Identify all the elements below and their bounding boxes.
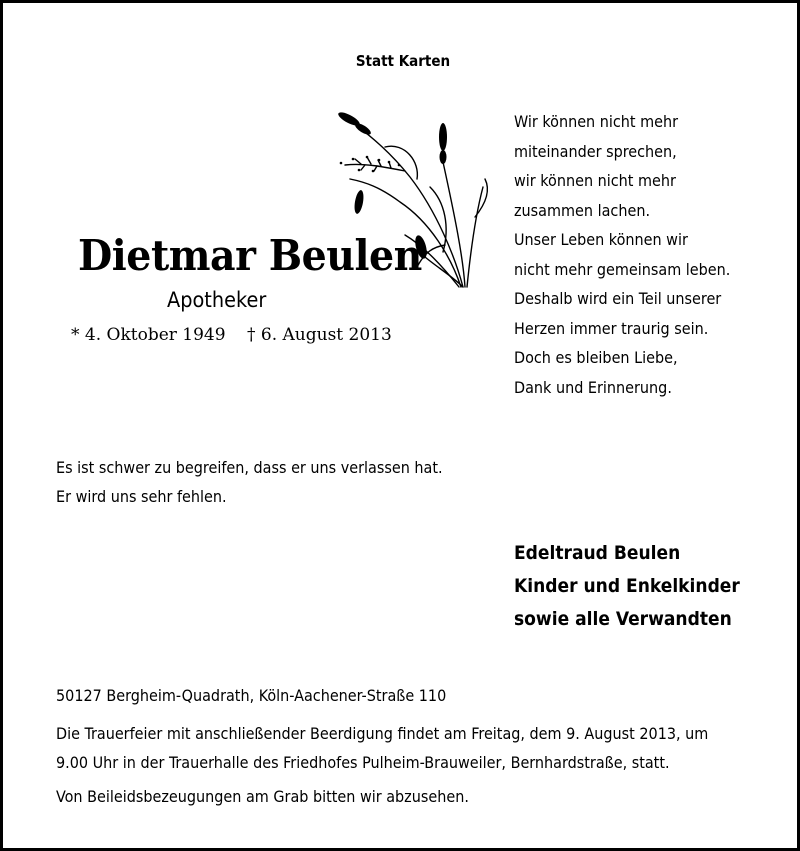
poem-line: wir können nicht mehr	[514, 171, 676, 190]
poem-line: Herzen immer traurig sein.	[514, 318, 709, 338]
deceased-name: Dietmar Beulen	[78, 231, 422, 280]
header-statt-karten: Statt Karten	[355, 52, 451, 70]
family-line: Edeltraud Beulen	[514, 542, 681, 564]
poem-line: Deshalb wird ein Teil unserer	[514, 289, 722, 308]
sentiment-line: Er wird uns sehr fehlen.	[56, 487, 227, 506]
poem-line: nicht mehr gemeinsam leben.	[514, 259, 731, 279]
family-line: Kinder und Enkelkinder	[514, 575, 740, 597]
deceased-profession: Apotheker	[167, 288, 267, 312]
ceremony-line: 9.00 Uhr in der Trauerhalle des Friedhofes Pulheim-Brauweiler, Bernhardstraße, statt.	[56, 753, 670, 772]
sentiment-text	[56, 453, 443, 511]
family-signature	[514, 537, 740, 636]
sentiment-line: Es ist schwer zu begreifen, dass er uns verlassen hat.	[56, 458, 443, 477]
address: 50127 Bergheim-Quadrath, Köln-Aachener-Straße 110	[56, 686, 447, 705]
ceremony-line: Die Trauerfeier mit anschließender Beerdigung findet am Freitag, dem 9. August 2013, um	[56, 724, 709, 743]
poem-line: zusammen lachen.	[514, 200, 651, 220]
death-date: † 6. August 2013	[247, 325, 392, 345]
poem-line: miteinander sprechen,	[514, 141, 677, 161]
poem-line: Unser Leben können wir	[514, 230, 688, 249]
poem-line: Wir können nicht mehr	[514, 112, 679, 131]
poem-line: Doch es bleiben Liebe,	[514, 348, 678, 367]
poem-line: Dank und Erinnerung.	[514, 377, 672, 397]
birth-date: * 4. Oktober 1949	[71, 325, 226, 345]
condolence-note: Von Beileidsbezeugungen am Grab bitten wir abzusehen.	[56, 787, 469, 806]
poem	[514, 107, 730, 402]
family-line: sowie alle Verwandten	[514, 608, 732, 630]
ceremony-info	[56, 719, 708, 777]
